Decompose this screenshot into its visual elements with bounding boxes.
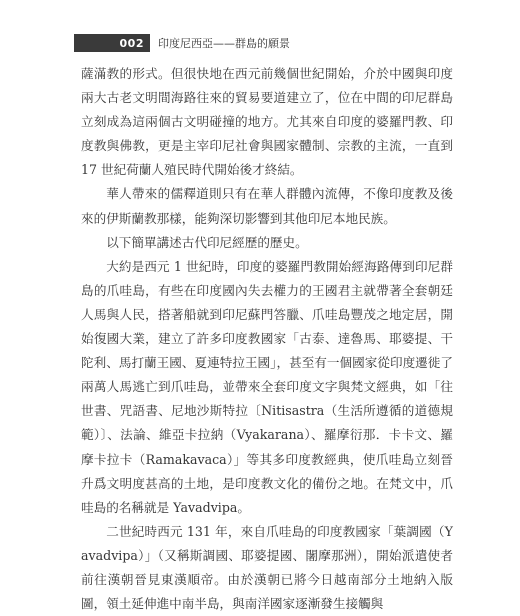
paragraph-1: 薩滿教的形式。但很快地在西元前幾個世紀開始，介於中國與印度兩大古老文明間海路往來的貿易要道建立了，位在中間的印尼群島立刻成為這兩個古文明碰撞的地方。尤其來自印度的婆羅門教、印度教與佛教，更是主宰印尼社會與國家體制、宗教的主流，一直到 17 世紀荷蘭人殖民時代開始後才終結。 [81, 66, 453, 178]
paragraph-3: 以下簡單講述古代印尼經歷的歷史。 [106, 234, 308, 250]
running-title: 印度尼西亞——群島的願景 [158, 37, 290, 50]
paragraph-2: 華人帶來的儒釋道則只有在華人群體內流傳，不像印度教及後來的伊斯蘭教那樣，能夠深切影響到其他印尼本地民族。 [81, 186, 453, 226]
page-number-box [74, 34, 150, 52]
page-body [81, 62, 453, 616]
paragraph-5: 二世紀時西元 131 年，來自爪哇島的印度教國家「葉調國（Yavadvipa）」（又稱斯調國、耶婆提國、闍摩那洲），開始派遣使者前往漢朝晉見東漢順帝。由於漢朝已將今日越南部分土地納入版圖，領土延伸進中南半島，與南洋國家逐漸發生接觸與 [81, 523, 453, 612]
page-number: 002 [119, 36, 144, 50]
page-header [74, 34, 494, 52]
paragraph-4: 大約是西元 1 世紀時，印度的婆羅門教開始經海路傳到印尼群島的爪哇島，有些在印度國內失去權力的王國君主就帶著全套朝廷人馬與人民，搭著船就到印尼蘇門答臘、爪哇島豐茂之地定居，開始復國大業，建立了許多印度教國家「古泰、達魯馬、耶婆提、干陀利、馬打蘭王國、夏連特拉王國」，甚至有一個國家從印度遷徙了兩萬人馬逃亡到爪哇島，並帶來全套印度文字與梵文經典，如「往世書、咒語書、尼地沙斯特拉〔Nitisastra（生活所遵循的道德規範）〕、法論、維亞卡拉納（Vyakarana）、羅摩衍那．卡卡文、羅摩卡拉卡（Ramakavaca）」等其多印度教經典，使爪哇島立刻晉升爲文明度甚高的土地，是印度教文化的備份之地。在梵文中，爪哇島的名稱就是 Yavadvipa。 [81, 258, 453, 515]
